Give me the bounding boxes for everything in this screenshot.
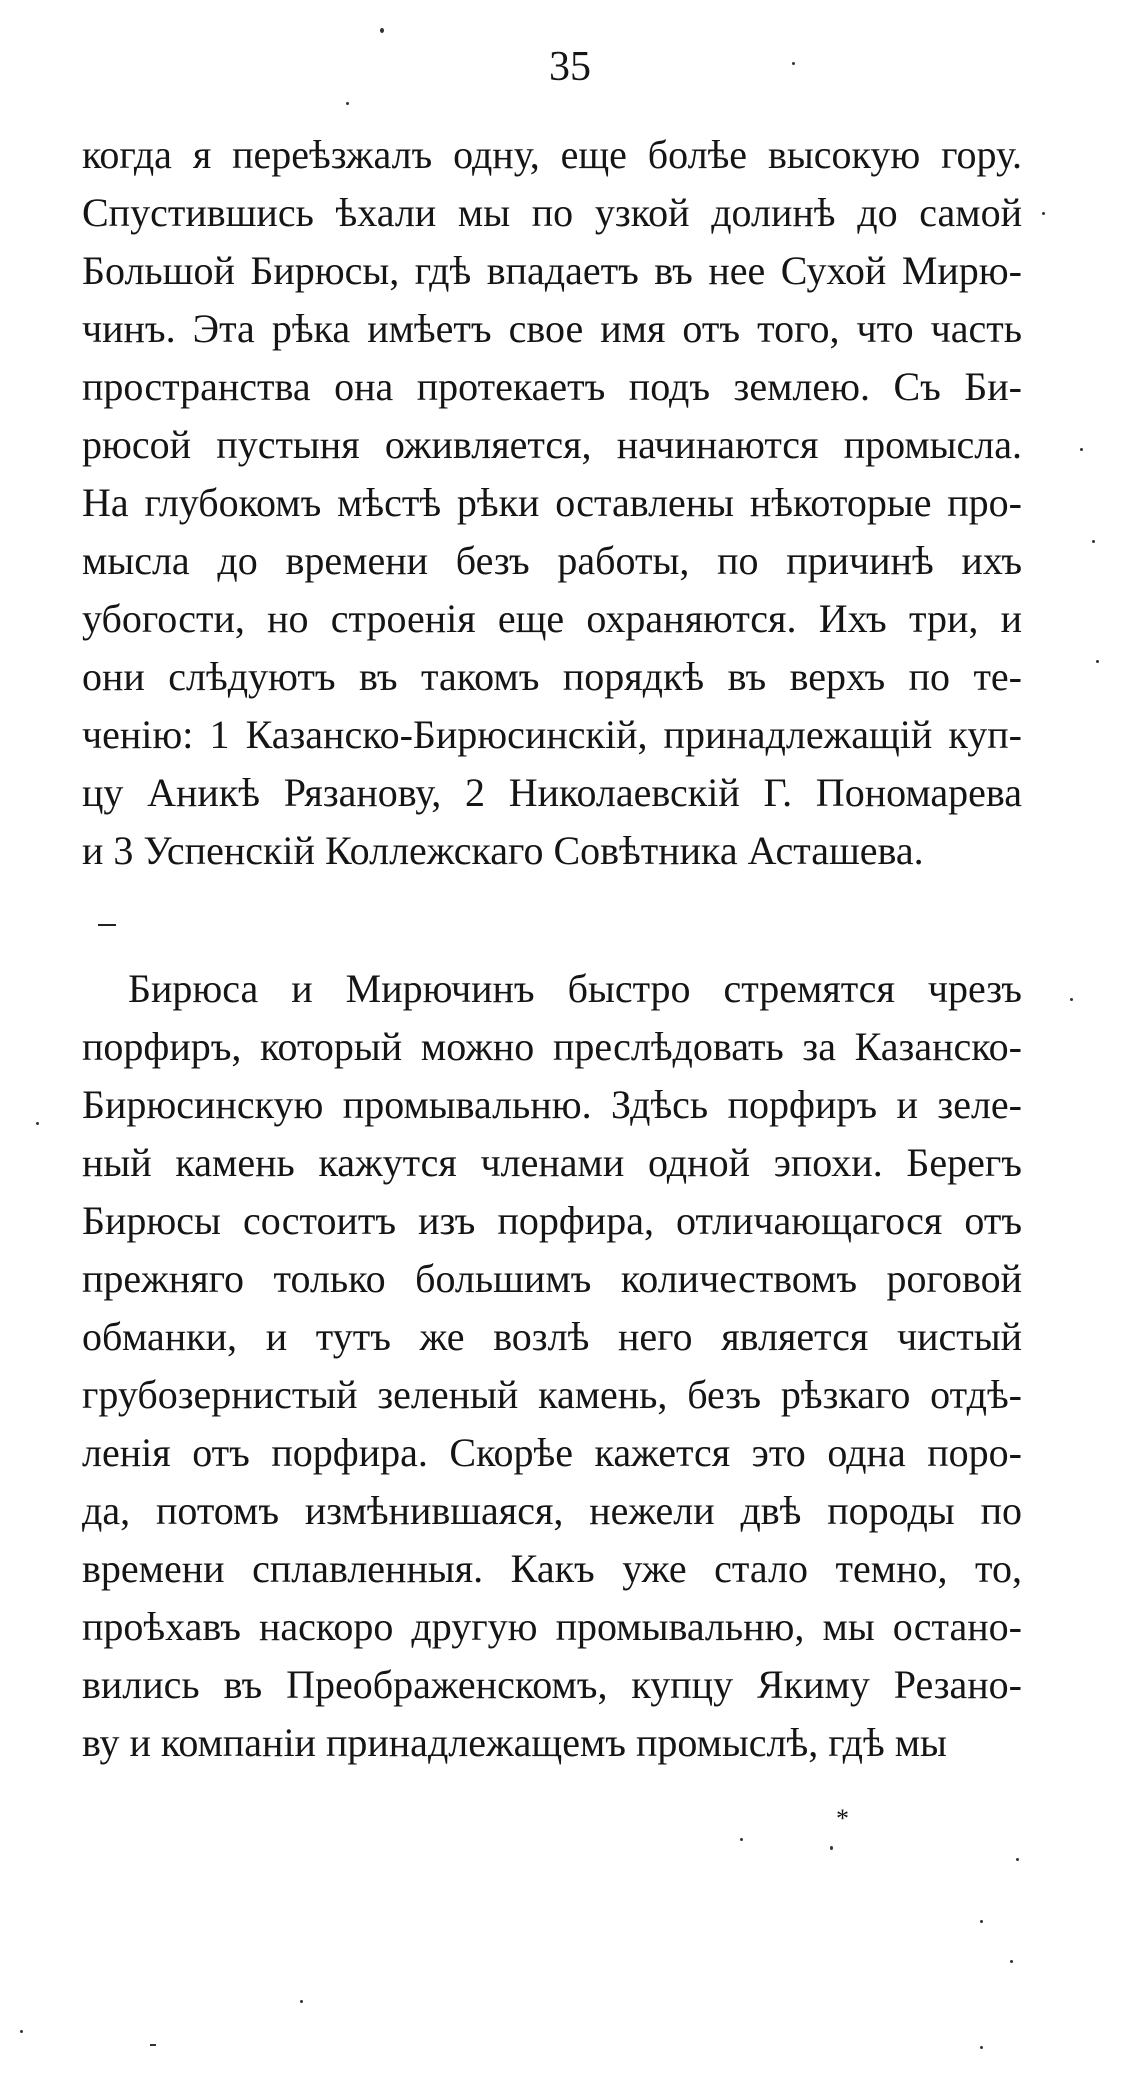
print-speck — [1010, 1960, 1013, 1963]
text-line: порфиръ, который можно преслѣдовать за Казанско- — [82, 1024, 1022, 1069]
text-line: ный камень кажутся членами одной эпохи. Берегъ — [82, 1140, 1022, 1185]
text-line: пространства она протекаетъ подъ землею. Съ Би- — [82, 364, 1022, 409]
text-line: убогости, но строенія еще охраняются. Ихъ три, и — [82, 596, 1022, 641]
text-line: Спустившись ѣхали мы по узкой долинѣ до самой — [82, 190, 1022, 235]
print-speck — [150, 2044, 156, 2046]
print-speck — [346, 102, 349, 105]
text-line: прежняго только большимъ количествомъ роговой — [82, 1256, 1022, 1301]
text-line: Большой Бирюсы, гдѣ впадаетъ въ нее Сухой Мирю- — [82, 248, 1022, 293]
print-speck — [980, 2046, 983, 2049]
print-speck — [20, 2030, 23, 2033]
text-line: проѣхавъ наскоро другую промывальню, мы остано- — [82, 1604, 1022, 1649]
text-line: ченію: 1 Казанско-Бирюсинскій, принадлежащій куп- — [82, 712, 1022, 757]
text-line: цу Аникѣ Рязанову, 2 Николаевскій Г. Пономарева — [82, 770, 1022, 815]
print-speck — [1042, 212, 1045, 215]
print-speck — [792, 62, 795, 65]
text-line: чинъ. Эта рѣка имѣетъ свое имя отъ того, что часть — [82, 306, 1022, 351]
text-line: Бирюсинскую промывальню. Здѣсь порфиръ и зеле- — [82, 1082, 1022, 1127]
print-speck — [830, 1846, 833, 1850]
paragraph-2 — [82, 960, 1022, 1772]
text-line: вились въ Преображенскомъ, купцу Якиму Резано- — [82, 1662, 1022, 1707]
text-line: обманки, и тутъ же возлѣ него является чистый — [82, 1314, 1022, 1359]
text-line: да, потомъ измѣнившаяся, нежели двѣ породы по — [82, 1488, 1022, 1533]
text-line: времени сплавленныя. Какъ уже стало темно, то, — [82, 1546, 1022, 1591]
text-line: они слѣдуютъ въ такомъ порядкѣ въ верхъ по те- — [82, 654, 1022, 699]
footer-mark: * — [836, 1804, 849, 1833]
text-line: грубозернистый зеленый камень, безъ рѣзкаго отдѣ- — [82, 1372, 1022, 1417]
text-line: рюсой пустыня оживляется, начинаются промысла. — [82, 422, 1022, 467]
text-line: На глубокомъ мѣстѣ рѣки оставлены нѣкоторые про- — [82, 480, 1022, 525]
text-line: Бирюса и Мирючинъ быстро стремятся чрезъ — [128, 966, 1022, 1011]
print-speck — [1016, 1858, 1019, 1861]
print-speck — [740, 1838, 743, 1841]
print-speck — [1080, 448, 1083, 451]
print-speck — [300, 2000, 303, 2003]
text-line: Бирюсы состоитъ изъ порфира, отличающагося отъ — [82, 1198, 1022, 1243]
print-speck — [1070, 998, 1073, 1001]
separator-dash — [98, 924, 116, 926]
text-line: ву и компаніи принадлежащемъ промыслѣ, гдѣ мы — [82, 1720, 947, 1765]
paragraph-1 — [82, 126, 1022, 880]
text-line: и 3 Успенскій Коллежскаго Совѣтника Асташева. — [82, 828, 924, 873]
print-speck — [1096, 660, 1099, 663]
print-speck — [36, 1122, 39, 1125]
print-speck — [380, 28, 384, 33]
print-speck — [1092, 540, 1095, 543]
text-line: мысла до времени безъ работы, по причинѣ ихъ — [82, 538, 1022, 583]
text-line: ленія отъ порфира. Скорѣе кажется это одна поро- — [82, 1430, 1022, 1475]
print-speck — [980, 1920, 983, 1923]
text-line: когда я переѣзжалъ одну, еще болѣе высокую гору. — [82, 132, 1022, 177]
page-number: 35 — [549, 44, 591, 90]
